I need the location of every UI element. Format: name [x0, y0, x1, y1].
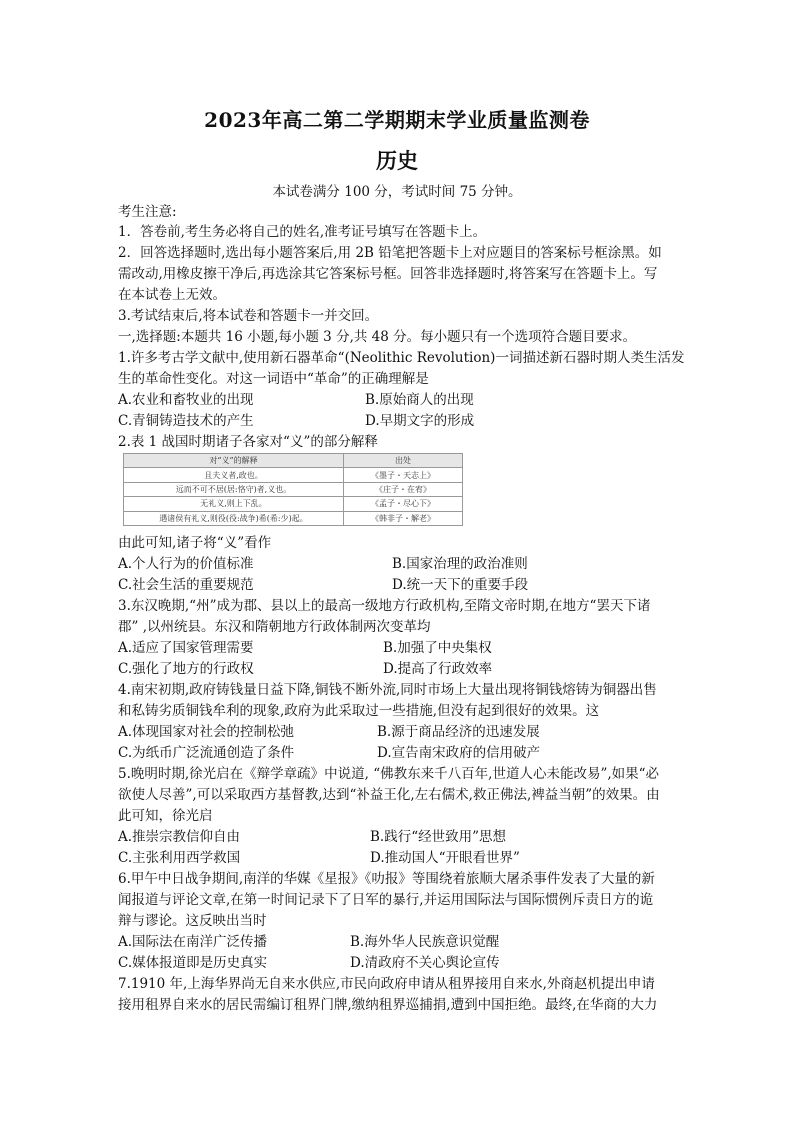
q4-option-c: C.为纸币广泛流通创造了条件: [118, 745, 295, 761]
exam-title: 2023年高二第二学期期末学业质量监测卷: [204, 108, 590, 132]
q5-stem-line-1: 5.晚明时期,徐光启在《辩学章疏》中说道, “佛教东来千八百年,世道人心未能改易”,如果“必: [118, 766, 660, 782]
table-header-cell: 对“义”的解释: [124, 454, 344, 468]
table-cell: 且夫义者,政也。: [124, 468, 344, 482]
table-row: [124, 482, 463, 496]
table-cell: 《庄子・在宥》: [344, 482, 463, 496]
q1-option-c: C.青铜铸造技术的产生: [118, 413, 254, 429]
q6-stem-line-2: 闻报道与评论文章,在第一时间记录下了日军的暴行,并运用国际法与国际惯例斥责日方的诡: [118, 892, 654, 908]
table-row: [124, 511, 463, 525]
note-1: 1．答卷前,考生务必将自己的姓名,准考证号填写在答题卡上。: [118, 224, 487, 240]
q2-table: [123, 453, 463, 526]
table-cell: 远而不可不居(居:恪守)者,义也。: [124, 482, 344, 496]
q5-option-b: B.践行“经世致用”思想: [370, 829, 507, 845]
q2-option-d: D.统一天下的重要手段: [392, 577, 529, 593]
table-row: [124, 468, 463, 482]
table-cell: 无礼义,则上下乱。: [124, 497, 344, 511]
q2-stem-line-1: 2.表 1 战国时期诸子各家对“义”的部分解释: [118, 434, 378, 450]
table-row: [124, 497, 463, 511]
q7-stem-line-1: 7.1910 年,上海华界尚无自来水供应,市民向政府申请从租界接用自来水,外商赵机提出申请: [118, 976, 655, 992]
table-cell: 《孟子・尽心下》: [344, 497, 463, 511]
q3-option-d: D.提高了行政效率: [383, 661, 493, 677]
q6-option-c: C.媒体报道即是历史真实: [118, 955, 268, 971]
exam-subtitle: 本试卷满分 100 分，考试时间 75 分钟。: [272, 184, 522, 200]
q6-stem-line-1: 6.甲午中日战争期间,南洋的华媒《星报》《叻报》等围绕着旅顺大屠杀事件发表了大量的新: [118, 871, 655, 887]
q3-stem-line-1: 3.东汉晚期,“州”成为郡、县以上的最高一级地方行政机构,至隋文帝时期,在地方“罢天下诸: [118, 598, 651, 614]
q3-stem-line-2: 郡” ,以州统县。东汉和隋朝地方行政体制两次变革均: [118, 619, 431, 635]
q5-stem-line-2: 欲使人尽善”,可以采取西方基督教,达到“补益王化,左右儒术,救正佛法,裨益当朝”的效果。由: [118, 787, 660, 803]
q5-option-d: D.推动国人“开眼看世界”: [370, 850, 520, 866]
q1-stem-line-2: 生的革命性变化。对这一词语中“革命”的正确理解是: [118, 371, 429, 387]
notes-heading: 考生注意:: [118, 204, 177, 220]
note-3: 3.考试结束后,将本试卷和答题卡一并交回。: [118, 308, 379, 324]
q4-stem-line-1: 4.南宋初期,政府铸钱量日益下降,铜钱不断外流,同时市场上大量出现将铜钱熔铸为铜器出售: [118, 682, 657, 698]
q7-stem-line-2: 接用租界自来水的居民需编订租界门牌,缴纳租界巡捕捐,遭到中国拒绝。最终,在华商的大力: [118, 997, 658, 1013]
note-2-line-3: 在本试卷上无效。: [118, 287, 226, 303]
section-1-heading: 一,选择题:本题共 16 小题,每小题 3 分,共 48 分。每小题只有一个选项符合题目要求。: [118, 329, 637, 345]
table-cell: 《韩非子・解老》: [344, 511, 463, 525]
q4-option-a: A.体现国家对社会的控制松弛: [118, 724, 295, 740]
q5-stem-line-3: 此可知，徐光启: [118, 808, 213, 824]
table-header-row: [124, 454, 463, 468]
exam-subject: 历史: [376, 148, 418, 173]
q5-option-c: C.主张利用西学救国: [118, 850, 241, 866]
q1-option-b: B.原始商人的出现: [365, 392, 474, 408]
q3-option-a: A.适应了国家管理需要: [118, 640, 254, 656]
q4-option-d: D.宣告南宋政府的信用破产: [377, 745, 541, 761]
q2-option-b: B.国家治理的政治准则: [392, 556, 528, 572]
q1-option-a: A.农业和畜牧业的出现: [118, 392, 254, 408]
q1-stem-line-1: 1.许多考古学文献中,使用新石器革命“(Neolithic Revolution)一词描述新石器时期人类生活发: [118, 350, 685, 366]
q1-option-d: D.早期文字的形成: [365, 413, 475, 429]
note-2-line-2: 需改动,用橡皮擦干净后,再选涂其它答案标号框。回答非选择题时,将答案写在答题卡上。写: [118, 266, 658, 282]
q4-option-b: B.源于商品经济的迅速发展: [377, 724, 540, 740]
note-2-line-1: 2．回答选择题时,选出每小题答案后,用 2B 铅笔把答题卡上对应题目的答案标号框涂黑。如: [118, 245, 662, 261]
q6-option-a: A.国际法在南洋广泛传播: [118, 934, 268, 950]
table-cell: 《墨子・天志上》: [344, 468, 463, 482]
q2-option-c: C.社会生活的重要规范: [118, 577, 254, 593]
table-cell: 遇诸侯有礼义,则役(役:战争)希(希:少)起。: [124, 511, 344, 525]
q5-option-a: A.推崇宗教信仰自由: [118, 829, 241, 845]
q2-stem-line-2: 由此可知,诸子将“义”看作: [118, 535, 272, 551]
q2-option-a: A.个人行为的价值标准: [118, 556, 254, 572]
q6-option-d: D.清政府不关心舆论宣传: [350, 955, 500, 971]
q4-stem-line-2: 和私铸劣质铜钱牟利的现象,政府为此采取过一些措施,但没有起到很好的效果。这: [118, 703, 600, 719]
q6-option-b: B.海外华人民族意识觉醒: [350, 934, 500, 950]
q6-stem-line-3: 辩与谬论。这反映出当时: [118, 913, 267, 929]
table-header-cell: 出处: [344, 454, 463, 468]
q3-option-c: C.强化了地方的行政权: [118, 661, 254, 677]
q3-option-b: B.加强了中央集权: [383, 640, 492, 656]
